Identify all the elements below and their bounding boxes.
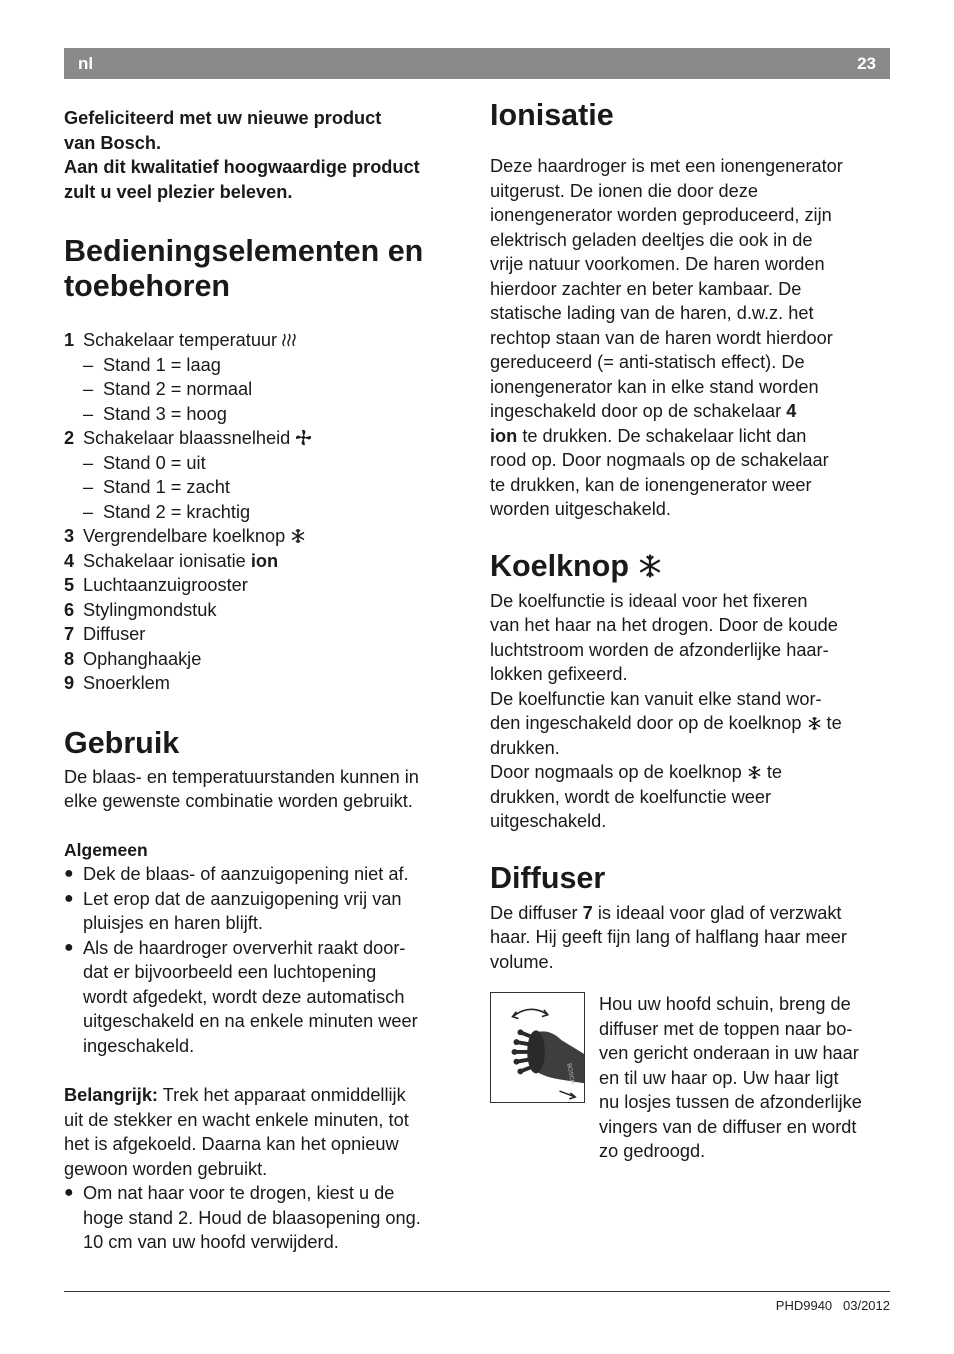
usage-text: De blaas- en temperatuurstanden kunnen in elke gewenste combinatie worden gebruikt. (64, 766, 419, 811)
diffuser-title: Diffuser (490, 860, 606, 895)
bosch-logo-text: BOSCH (565, 1062, 575, 1085)
controls-title: Bedieningselementen en toebehoren (64, 234, 424, 303)
left-column (64, 106, 469, 1255)
list-item: 1 Schakelaar temperatuur – Stand 1 = laag – Stand 2 = normaal – Stand 3 = hoog (64, 328, 469, 426)
snowflake-icon (290, 528, 306, 544)
intro-line: Aan dit kwalitatief hoogwaardige product (64, 157, 420, 177)
cool-text-3: Door nogmaals op de koelknop te drukken, wordt de koelfunctie weer uitgeschakeld. (490, 762, 783, 831)
drying-bullets (64, 1181, 469, 1255)
diffuser-illustration (490, 992, 585, 1103)
diffuser-instructions: Hou uw hoofd schuin, breng de diffuser met de toppen naar bo- ven gericht onderaan in uw haar en til uw haar op. Uw haar ligt nu losjes tussen de afzonderlijke vingers van de diffuser en wordt zo gedroogd. (599, 994, 862, 1161)
list-item: 2 Schakelaar blaassnelheid – Stand 0 = uit – Stand 1 = zacht – Stand 2 = krachtig (64, 426, 469, 524)
language-code: nl (78, 53, 94, 73)
list-item: 7 Diffuser (64, 624, 146, 644)
general-heading: Algemeen (64, 839, 148, 860)
list-item: 8 Ophanghaakje (64, 648, 202, 669)
footer-divider (64, 1291, 890, 1292)
right-column (490, 98, 892, 1164)
heat-icon (282, 332, 296, 348)
snowflake-icon (637, 553, 663, 579)
header-bar (64, 48, 890, 79)
footer (776, 1298, 890, 1313)
list-item: ● Let erop dat de aanzuigopening vrij van pluisjes en haren blijft. (64, 888, 402, 933)
diffuser-text: De diffuser 7 is ideaal voor glad of verzwakt haar. Hij geeft fijn lang of halflang haar meer volume. (490, 902, 847, 972)
cool-title: Koelknop (490, 549, 892, 584)
ionisation-title: Ionisatie (490, 98, 614, 132)
list-item: ● Dek de blaas- of aanzuigopening niet af. (64, 864, 409, 884)
model-number: PHD9940 (775, 1298, 833, 1313)
list-item: 9 Snoerklem (64, 673, 170, 693)
page-number: 23 (857, 53, 876, 73)
fan-icon (295, 429, 312, 446)
intro-line: Gefeliciteerd met uw nieuwe product (64, 108, 382, 128)
important-note: Belangrijk: Trek het apparaat onmiddellijk uit de stekker en wacht enkele minuten, tot het is afgekoeld. Daarna kan het opnieuw gewoon worden gebruikt. (64, 1085, 409, 1179)
snowflake-icon (747, 765, 762, 780)
list-item: ● Om nat haar voor te drogen, kiest u de hoge stand 2. Houd de blaasopening ong. 10 cm van uw hoofd verwijderd. (64, 1183, 421, 1252)
date: 03/2012 (843, 1298, 890, 1313)
diffuser-illustration-block (490, 992, 892, 1164)
usage-title: Gebruik (64, 725, 180, 760)
list-item: 6 Stylingmondstuk (64, 599, 217, 620)
list-item: 3 Vergrendelbare koelknop (64, 524, 469, 549)
intro-line: van Bosch. (64, 132, 162, 153)
cool-text-1: De koelfunctie is ideaal voor het fixeren van het haar na het drogen. Door de koude luchtstroom worden de afzonderlijke haar- lokken gefixeerd. (490, 590, 838, 684)
cool-text-2: De koelfunctie kan vanuit elke stand wor- den ingeschakeld door op de koelknop te drukken. (490, 688, 842, 758)
snowflake-icon (807, 716, 822, 731)
ionisation-text: Deze haardroger is met een ionengenerator uitgerust. De ionen die door deze ionengenerator worden geproduceerd, zijn elektrisch geladen deeltjes die ook in de vrije natuur voorkomen. De haren worden hierdoor zachter en beter kambaar. De statische lading van de haren, d.w.z. het rechtop staan van de haren wordt hierdoor gereduceerd (= anti-statisch effect). De ionengenerator kan in elke stand worden ingeschakeld door op de schakelaar 4 ion te drukken. De schakelaar licht dan rood op. Door nogmaals op de schakelaar te drukken, kan de ionengenerator weer worden uitgeschakeld. (490, 156, 843, 519)
list-item: ● Als de haardroger oververhit raakt door- dat er bijvoorbeeld een luchtopening wordt afgedekt, wordt deze automatisch uitgeschakeld en na enkele minuten weer ingeschakeld. (64, 937, 418, 1056)
controls-list (64, 328, 469, 696)
intro-line: zult u veel plezier beleven. (64, 181, 293, 202)
intro (64, 106, 469, 204)
general-bullets (64, 862, 469, 1058)
list-item: 5 Luchtaanzuigrooster (64, 575, 248, 595)
list-item: 4 Schakelaar ionisatie ion (64, 550, 279, 571)
